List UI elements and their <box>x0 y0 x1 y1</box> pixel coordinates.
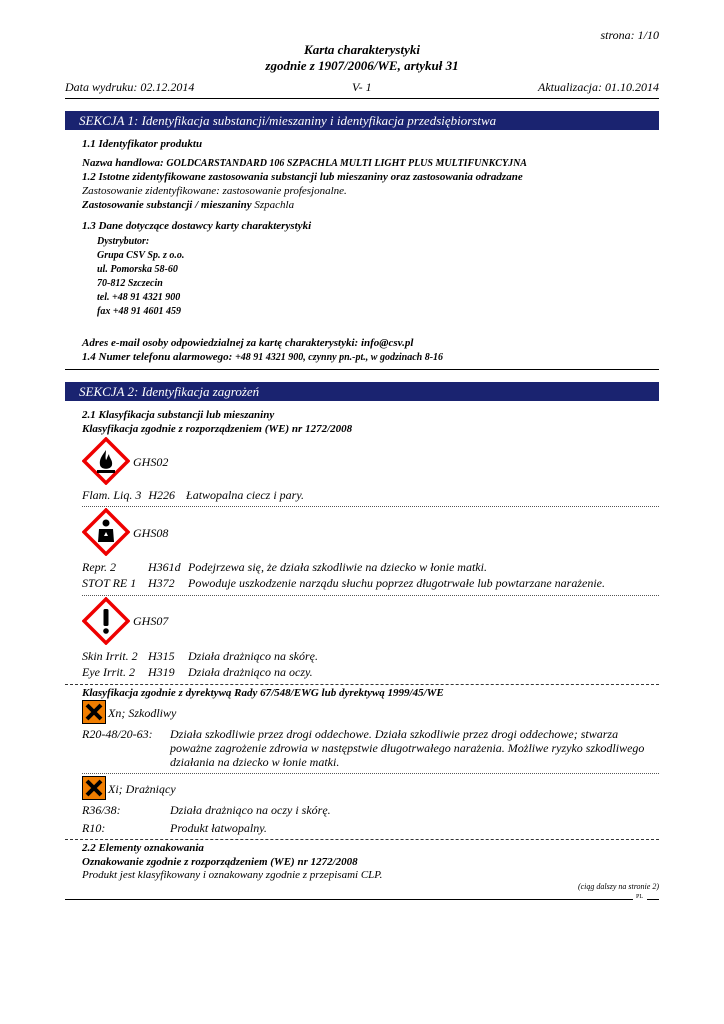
supplier-block <box>97 235 184 319</box>
emergency-phone <box>82 350 443 365</box>
use2-value: Szpachla <box>254 199 295 211</box>
hazard-row-repr <box>82 560 659 574</box>
s2-h21b: Klasyfikacja zgodnie z rozporządzeniem (WE) nr 1272/2008 <box>82 423 353 435</box>
contact-email: Adres e-mail osoby odpowiedzialnej za kartę charakterystyki: info@csv.pl <box>82 337 414 349</box>
print-date: Data wydruku: 02.12.2014 <box>65 80 195 94</box>
hazard-text: Powoduje uszkodzenie narządu słuchu poprzez długotrwałe lub powtarzane narażenie. <box>188 576 605 590</box>
s2-h21: 2.1 Klasyfikacja substancji lub mieszaniny <box>82 409 275 421</box>
r20-line: poważne zagrożenie zdrowia w następstwie długotrwałego narażenia. Możliwe ryzyko szkodliwego <box>170 741 645 755</box>
xn-label: Xn; Szkodliwy <box>108 706 177 720</box>
dashed-divider <box>65 839 659 840</box>
s1-h11: 1.1 Identyfikator produktu <box>82 138 203 150</box>
trade-name <box>82 156 527 171</box>
use-substance <box>82 198 294 212</box>
dashed-divider <box>65 684 659 685</box>
supplier-line: ul. Pomorska 58-60 <box>97 264 178 275</box>
hazard-code: H361d <box>148 560 181 574</box>
xi-label: Xi; Drażniący <box>108 782 176 796</box>
r10-text: Produkt łatwopalny. <box>170 821 267 835</box>
r20-line: Działa szkodliwie przez drogi oddechowe. Działa szkodliwie przez drogi oddechowe; stwarza <box>170 727 619 741</box>
r36-code: R36/38: <box>82 803 121 817</box>
hazard-code: H372 <box>148 576 175 590</box>
supplier-line: 70-812 Szczecin <box>97 278 163 289</box>
hazard-class: Repr. 2 <box>82 560 116 574</box>
supplier-line: fax +48 91 4601 459 <box>97 306 182 317</box>
s2-h22: 2.2 Elementy oznakowania <box>82 842 204 854</box>
hazard-row-stot <box>82 576 659 590</box>
ghs02-flame-icon <box>82 437 130 485</box>
emergency-label: 1.4 Numer telefonu alarmowego: <box>82 351 233 363</box>
trade-value: GOLDCARSTANDARD 106 SZPACHLA MULTI LIGHT PLUS MULTIFUNKCYJNA <box>166 158 527 169</box>
hazard-class: Flam. Liq. 3 <box>82 488 142 502</box>
hazard-row-flam <box>82 488 304 502</box>
xn-cross-icon <box>82 700 106 724</box>
supplier-line: Dystrybutor: <box>97 236 150 247</box>
use-identified: Zastosowanie zidentyfikowane: zastosowanie profesjonalne. <box>82 185 347 197</box>
footer-divider-end <box>647 899 659 900</box>
dotted-divider <box>82 595 659 596</box>
dotted-divider <box>82 506 659 507</box>
s2-h22b: Oznakowanie zgodnie z rozporządzeniem (WE) nr 1272/2008 <box>82 856 358 868</box>
hazard-code: H319 <box>148 665 175 679</box>
hazard-class: Eye Irrit. 2 <box>82 665 135 679</box>
header-divider <box>65 98 659 99</box>
s2-h22c: Produkt jest klasyfikowany i oznakowany zgodnie z przepisami CLP. <box>82 869 383 881</box>
doc-subtitle: zgodnie z 1907/2006/WE, artykuł 31 <box>265 58 459 73</box>
hazard-text: Podejrzewa się, że działa szkodliwie na dziecko w łonie matki. <box>188 560 487 574</box>
hazard-text: Działa drażniąco na skórę. <box>188 649 318 663</box>
footer-divider <box>65 899 633 900</box>
ghs08-health-hazard-icon <box>82 508 130 556</box>
supplier-line: Grupa CSV Sp. z o.o. <box>97 250 185 261</box>
update-date: Aktualizacja: 01.10.2014 <box>538 80 659 94</box>
hazard-class: STOT RE 1 <box>82 576 137 590</box>
s1-h12: 1.2 Istotne zidentyfikowane zastosowania substancji lub mieszaniny oraz zastosowania odradzane <box>82 171 523 183</box>
r20-line: działania na dziecko w łonie matki. <box>170 755 340 769</box>
s1-h13: 1.3 Dane dotyczące dostawcy karty charakterystyki <box>82 220 312 232</box>
language-code: PL <box>636 894 644 900</box>
hazard-text: Łatwopalna ciecz i pary. <box>186 488 305 502</box>
section2-title: SEKCJA 2: Identyfikacja zagrożeń <box>65 382 659 401</box>
r20-text <box>170 727 659 769</box>
continuation-note: (ciąg dalszy na stronie 2) <box>577 882 659 891</box>
use2-label: Zastosowanie substancji / mieszaniny <box>82 199 252 211</box>
r36-text: Działa drażniąco na oczy i skórę. <box>170 803 331 817</box>
r20-code: R20-48/20-63: <box>82 727 153 741</box>
hazard-text: Działa drażniąco na oczy. <box>188 665 313 679</box>
page-number: strona: 1/10 <box>600 28 659 42</box>
r10-code: R10: <box>82 821 106 835</box>
emergency-value: +48 91 4321 900, czynny pn.-pt., w godzinach 8-16 <box>235 352 444 363</box>
dotted-divider <box>82 773 659 774</box>
directive-title: Klasyfikacja zgodnie z dyrektywą Rady 67/548/EWG lub dyrektywą 1999/45/WE <box>82 687 444 699</box>
version: V- 1 <box>352 80 372 94</box>
xi-cross-icon <box>82 776 106 800</box>
hazard-row-eye <box>82 665 659 679</box>
ghs07-exclamation-icon <box>82 597 130 645</box>
section1-divider <box>65 369 659 370</box>
supplier-line: tel. +48 91 4321 900 <box>97 292 181 303</box>
hazard-class: Skin Irrit. 2 <box>82 649 138 663</box>
ghs08-label: GHS08 <box>133 526 169 540</box>
hazard-row-skin <box>82 649 659 663</box>
ghs02-label: GHS02 <box>133 455 169 469</box>
ghs07-label: GHS07 <box>133 614 169 628</box>
trade-label: Nazwa handlowa: <box>82 157 164 169</box>
section1-title: SEKCJA 1: Identyfikacja substancji/mieszaniny i identyfikacja przedsiębiorstwa <box>65 111 659 130</box>
hazard-code: H315 <box>148 649 175 663</box>
doc-title: Karta charakterystyki <box>304 42 420 57</box>
hazard-code: H226 <box>148 488 176 502</box>
